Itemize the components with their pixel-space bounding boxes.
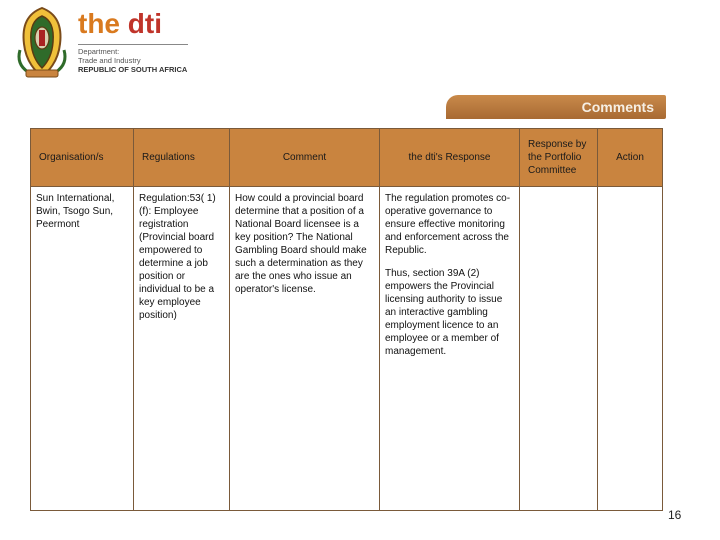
- cell-committee: [520, 187, 598, 511]
- header-logo: [12, 4, 212, 80]
- banner-title: Comments: [581, 99, 654, 115]
- cell-action: [598, 187, 663, 511]
- header-organisation: Organisation/s: [31, 129, 134, 187]
- department-text: [78, 47, 187, 74]
- dept-line-1: Department:: [78, 47, 120, 56]
- table-header-row: [31, 129, 663, 187]
- response-paragraph-1: The regulation promotes co-operative governance to ensure effective monitoring and enforcement across the Republic.: [385, 193, 511, 256]
- header-response: the dti's Response: [380, 129, 520, 187]
- brand-divider: [78, 44, 188, 45]
- comments-banner: [446, 95, 666, 119]
- comments-table: [30, 128, 663, 511]
- brand-wordmark: [78, 8, 162, 40]
- header-committee: Response by the Portfolio Committee: [520, 129, 598, 187]
- table-row: [31, 187, 663, 511]
- brand-the: the: [78, 8, 120, 39]
- cell-organisation: Sun International, Bwin, Tsogo Sun, Peermont: [31, 187, 134, 511]
- header-regulations: Regulations: [134, 129, 230, 187]
- page-number: 16: [668, 508, 682, 522]
- cell-regulations: Regulation:53( 1) (f): Employee registration (Provincial board empowered to determine a job position or individual to be a key employee position): [134, 187, 230, 511]
- dept-line-3: REPUBLIC OF SOUTH AFRICA: [78, 65, 188, 74]
- cell-comment: How could a provincial board determine that a position of a National Board licensee is a key position? The National Gambling Board should make such a determination as they are the ones who issue an operator's license.: [230, 187, 380, 511]
- response-paragraph-2: Thus, section 39A (2) empowers the Provincial licensing authority to issue an interactive gambling employment licence to an employee or a member of management.: [385, 268, 503, 357]
- header-comment: Comment: [230, 129, 380, 187]
- coat-of-arms-icon: [12, 4, 72, 80]
- brand-dti: dti: [127, 8, 162, 39]
- cell-response: [380, 187, 520, 511]
- dept-line-2: Trade and Industry: [78, 56, 141, 65]
- header-action: Action: [598, 129, 663, 187]
